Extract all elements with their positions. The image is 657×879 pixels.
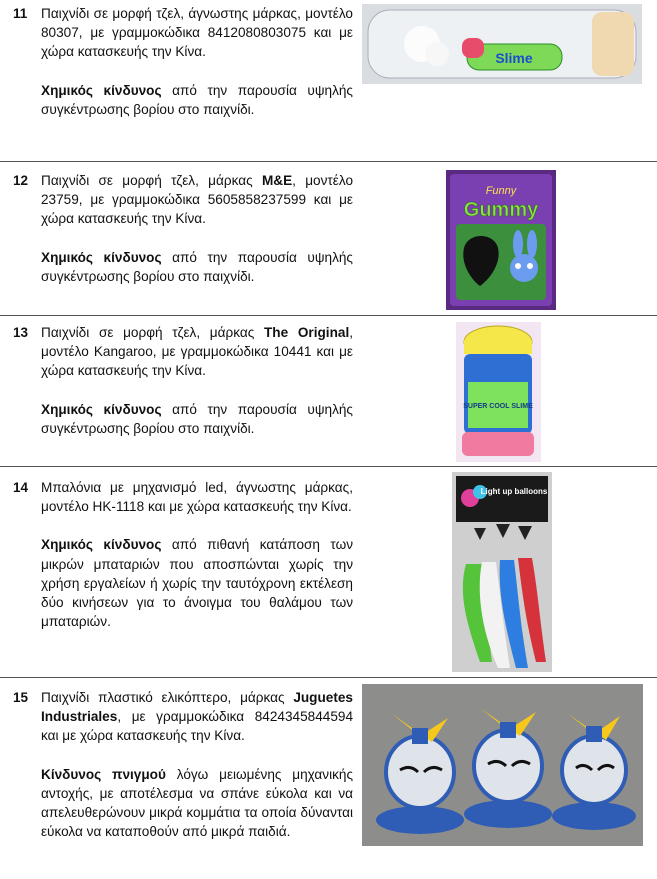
gummy-top-text: Funny xyxy=(485,185,517,197)
desc-start: Παιχνίδι σε μορφή τζελ, μάρκας xyxy=(41,173,262,188)
desc-start: Παιχνίδι πλαστικό ελικόπτερο, μάρκας xyxy=(41,690,294,705)
risk-label: Χημικός κίνδυνος xyxy=(41,401,162,417)
row-separator xyxy=(0,161,657,162)
brand-name: Juguetes Industriales xyxy=(41,690,353,725)
row-separator xyxy=(0,677,657,678)
item-description xyxy=(41,688,353,860)
risk-paragraph xyxy=(41,535,353,631)
balloons-pack-photo xyxy=(452,472,552,672)
brand-name: M&E xyxy=(261,173,293,188)
slime-jar-text: SUPER COOL SLIME xyxy=(463,403,533,410)
desc-end: , μοντέλο 23759, με γραμμοκώδικα 5605858237599 και με χώρα κατασκευής την Κίνα. xyxy=(41,173,353,227)
item-number: 13 xyxy=(13,325,29,340)
product-details xyxy=(41,171,353,229)
risk-label: Χημικός κίνδυνος xyxy=(41,249,162,265)
product-details: Παιχνίδι σε μορφή τζελ, άγνωστης μάρκας, μοντέλο 80307, με γραμμοκώδικα 8412080803075 και με χώρα κατασκευής την Κίνα. xyxy=(41,6,353,60)
slime-tube-photo xyxy=(362,4,642,84)
item-number: 12 xyxy=(13,173,29,188)
product-details: Μπαλόνια με μηχανισμό led, άγνωστης μάρκας, μοντέλο HK-1118 και με χώρα κατασκευής την Κίνα. xyxy=(41,480,353,515)
toy-helicopters-photo xyxy=(362,684,643,846)
item-number: 11 xyxy=(13,6,28,21)
gummy-bag-photo xyxy=(446,170,556,310)
balloons-pack-text: Light up balloons xyxy=(480,487,548,496)
item-description xyxy=(41,323,353,457)
risk-paragraph xyxy=(41,765,353,842)
risk-text: από πιθανή κατάποση των μικρών μπαταριών που αποσπώνται χωρίς την χρήση εργαλείων ή χωρίς την ταυτόχρονη εκτέλεση δύο κινήσεων για το άνοιγμα του θαλάμου των μπαταριών. xyxy=(41,537,353,630)
risk-paragraph xyxy=(41,400,353,438)
risk-paragraph xyxy=(41,248,353,286)
item-description xyxy=(41,478,353,650)
desc-end: , μοντέλο Kangaroo, με γραμμοκώδικα 10441 και με χώρα κατασκευής την Κίνα. xyxy=(41,325,353,379)
item-number: 15 xyxy=(13,690,29,705)
risk-label: Χημικός κίνδυνος xyxy=(41,537,162,553)
row-separator xyxy=(0,466,657,467)
risk-text: από την παρουσία υψηλής συγκέντρωσης βορίου στο παιχνίδι. xyxy=(41,249,353,284)
slime-jar-photo xyxy=(456,322,541,462)
risk-label: Κίνδυνος πνιγμού xyxy=(41,766,166,782)
gummy-logo-text: Gummy xyxy=(463,199,539,221)
risk-paragraph xyxy=(41,81,353,119)
product-details xyxy=(41,323,353,381)
brand-name: The Original xyxy=(263,325,350,340)
risk-label: Χημικός κίνδυνος xyxy=(41,82,162,98)
item-number: 14 xyxy=(13,480,29,495)
risk-text: από την παρουσία υψηλής συγκέντρωσης βορίου στο παιχνίδι. xyxy=(41,82,353,117)
row-separator xyxy=(0,315,657,316)
risk-text: λόγω μειωμένης μηχανικής αντοχής, με αποτέλεσμα να σπάνε εύκολα και να απελευθερώνουν μικρά κομμάτια τα οποία δύνανται εύκολα να καταποθούν από μικρά παιδιά. xyxy=(41,766,354,840)
desc-end: , με γραμμοκώδικα 8424345844594 και με χώρα κατασκευής την Κίνα. xyxy=(41,709,353,744)
product-details xyxy=(41,688,353,746)
risk-text: από την παρουσία υψηλής συγκέντρωσης βορίου στο παιχνίδι. xyxy=(41,401,353,436)
item-description xyxy=(41,4,353,138)
desc-start: Παιχνίδι σε μορφή τζελ, μάρκας xyxy=(41,325,264,340)
slime-logo-text: Slime xyxy=(495,50,533,66)
item-description xyxy=(41,171,353,305)
